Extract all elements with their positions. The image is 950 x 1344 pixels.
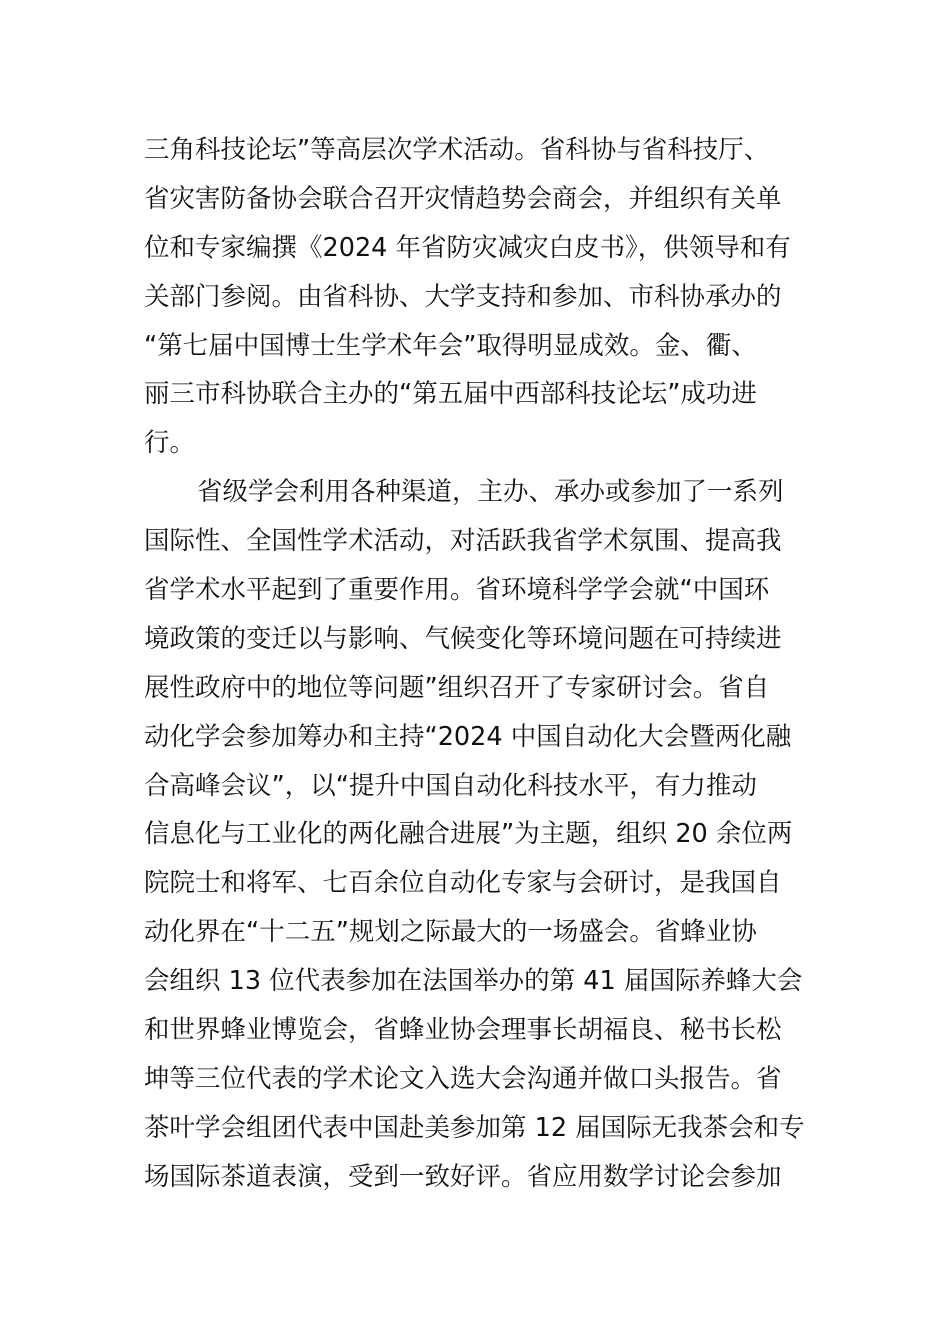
text-line: 位和专家编撰《2024 年省防灾减灾白皮书》，供领导和有	[144, 232, 791, 263]
text-line: 境政策的变迁以与影响、气候变化等环境问题在可持续进	[144, 623, 782, 654]
text-line: 动化界在“十二五”规划之际最大的一场盛会。省蜂业协	[144, 917, 757, 948]
text-line: 丽三市科协联合主办的“第五届中西部科技论坛”成功进	[144, 379, 757, 410]
text-line: 会组织 13 位代表参加在法国举办的第 41 届国际养蜂大会	[144, 966, 803, 997]
text-line: 坤等三位代表的学术论文入选大会沟通并做口头报告。省	[144, 1063, 782, 1094]
body-text	[144, 126, 809, 1202]
text-line: 动化学会参加筹办和主持“2024 中国自动化大会暨两化融	[144, 721, 792, 752]
text-line: 省灾害防备协会联合召开灾情趋势会商会，并组织有关单	[144, 183, 782, 214]
text-line: 和世界蜂业博览会，省蜂业协会理事长胡福良、秘书长松	[144, 1015, 782, 1046]
text-line: 三角科技论坛”等高层次学术活动。省科协与省科技厅、	[144, 135, 770, 165]
text-line: 合高峰会议”，以“提升中国自动化科技水平，有力推动	[144, 770, 757, 801]
text-line: 展性政府中的地位等问题”组织召开了专家研讨会。省自	[144, 672, 770, 703]
text-line: “第七届中国博士生学术年会”取得明显成效。金、衢、	[144, 330, 757, 361]
text-line: 省学术水平起到了重要作用。省环境科学学会就“中国环	[144, 575, 770, 606]
text-line: 行。	[144, 428, 196, 459]
text-line: 关部门参阅。由省科协、大学支持和参加、市科协承办的	[144, 281, 782, 312]
text-line: 院院士和将军、七百余位自动化专家与会研讨，是我国自	[144, 868, 782, 899]
text-line: 国际性、全国性学术活动，对活跃我省学术氛围、提高我	[144, 526, 782, 557]
text-line: 信息化与工业化的两化融合进展”为主题，组织 20 余位两	[144, 819, 793, 850]
text-line: 茶叶学会组团代表中国赴美参加第 12 届国际无我茶会和专	[144, 1112, 805, 1143]
text-line: 场国际茶道表演，受到一致好评。省应用数学讨论会参加	[144, 1161, 782, 1192]
paragraph-first-line: 省级学会利用各种渠道，主办、承办或参加了一系列	[197, 477, 784, 508]
